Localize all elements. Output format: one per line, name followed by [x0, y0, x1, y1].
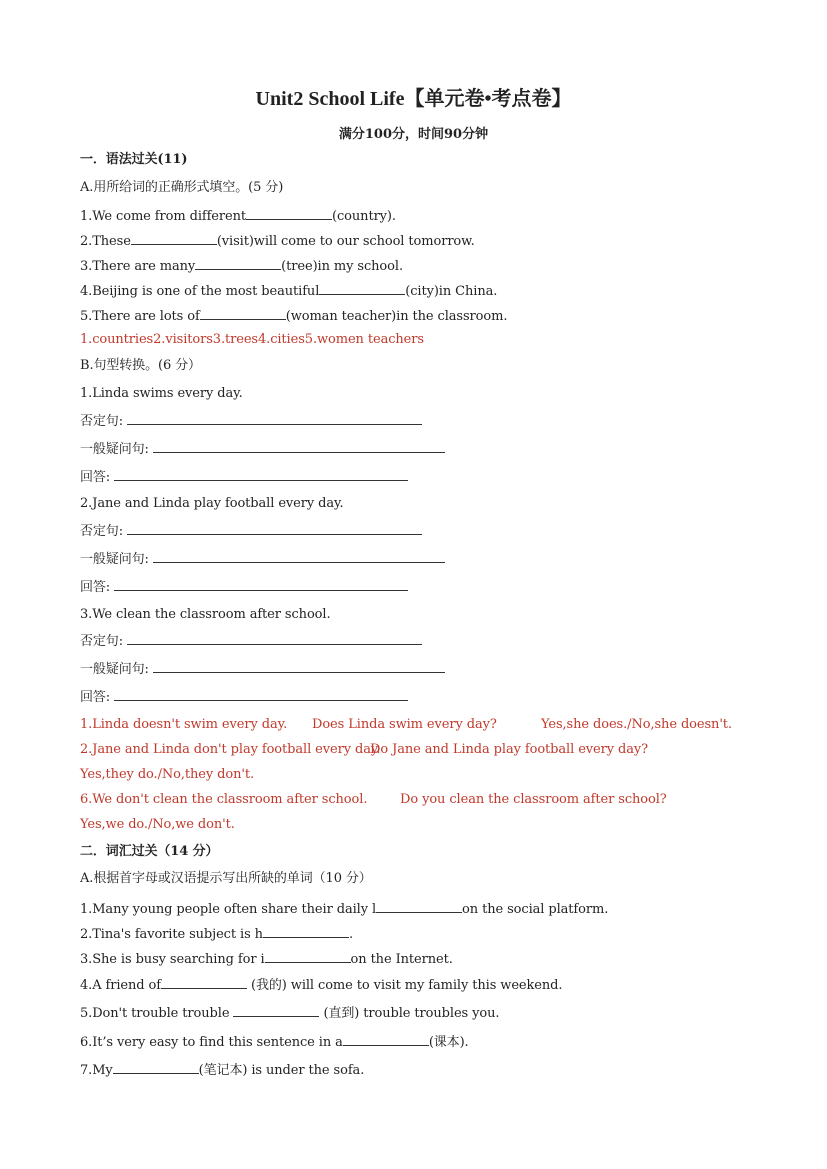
question-label: 一般疑问句: — [80, 662, 149, 677]
answer-blank[interactable] — [131, 231, 217, 245]
negative-row — [80, 412, 422, 431]
question-text: 5.There are lots of — [80, 309, 200, 324]
question-hint: on the Internet. — [350, 952, 453, 967]
source-sentence: 3.We clean the classroom after school. — [80, 607, 331, 622]
question-item — [80, 949, 453, 969]
negative-row — [80, 632, 422, 651]
answer-blank[interactable] — [127, 632, 422, 645]
question-item — [80, 206, 396, 226]
answer-blank[interactable] — [263, 924, 349, 938]
page-subtitle: 满分100分，时间90分钟 — [338, 127, 489, 142]
question-hint: . — [348, 927, 353, 942]
question-hint: (city)in China. — [405, 284, 498, 299]
question-item — [80, 256, 403, 276]
question-text: 3.There are many — [80, 259, 196, 274]
question-item — [80, 899, 608, 919]
answer-key: Do Jane and Linda play football every day? — [370, 742, 649, 757]
answer-blank[interactable] — [376, 899, 462, 913]
question-hint: (tree)in my school. — [281, 259, 403, 274]
answer-blank[interactable] — [246, 206, 332, 220]
answer-key: Do you clean the classroom after school? — [400, 792, 667, 807]
question-hint: (笔记本) is under the sofa. — [198, 1063, 365, 1078]
answer-key: Yes,they do./No,they don't. — [80, 767, 254, 782]
question-label: 一般疑问句: — [80, 552, 149, 567]
answer-blank[interactable] — [114, 578, 408, 591]
negative-label: 否定句: — [80, 414, 123, 429]
answer-blank[interactable] — [161, 975, 247, 989]
question-text: 5.Don't trouble trouble — [80, 1006, 230, 1021]
source-sentence: 2.Jane and Linda play football every day. — [80, 496, 344, 511]
negative-row — [80, 522, 422, 541]
answer-blank[interactable] — [153, 660, 445, 673]
section-heading: 一．语法过关(11) — [80, 152, 188, 167]
question-item — [80, 924, 353, 944]
question-text: 1.We come from different — [80, 209, 247, 224]
question-row — [80, 660, 445, 679]
answer-blank[interactable] — [114, 688, 408, 701]
reply-row — [80, 578, 408, 597]
answer-blank[interactable] — [233, 1003, 319, 1017]
answer-key: Yes,she does./No,she doesn't. — [541, 717, 732, 732]
question-item — [80, 306, 507, 326]
answer-blank[interactable] — [127, 522, 422, 535]
question-label: 一般疑问句: — [80, 442, 149, 457]
answer-blank[interactable] — [114, 468, 408, 481]
source-sentence: 1.Linda swims every day. — [80, 386, 243, 401]
part-heading: B.句型转换。(6 分） — [80, 358, 201, 373]
answer-key: Does Linda swim every day? — [312, 717, 497, 732]
reply-label: 回答: — [80, 470, 111, 485]
answer-key: 2.Jane and Linda don't play football every day. — [80, 742, 381, 757]
reply-label: 回答: — [80, 690, 111, 705]
answer-blank[interactable] — [200, 306, 286, 320]
question-hint: (直到) trouble troubles you. — [323, 1006, 500, 1021]
answer-blank[interactable] — [153, 550, 445, 563]
question-item — [80, 281, 497, 301]
question-text: 2.Tina's favorite subject is h — [80, 927, 263, 942]
question-hint: (woman teacher)in the classroom. — [285, 309, 508, 324]
question-text: 4.A friend of — [80, 978, 161, 993]
section-heading: 二．词汇过关（14 分） — [80, 844, 219, 859]
question-hint: on the social platform. — [462, 902, 609, 917]
answer-key: 1.countries2.visitors3.trees4.cities5.women teachers — [80, 332, 424, 347]
question-text: 7.My — [80, 1063, 113, 1078]
answer-blank[interactable] — [127, 412, 422, 425]
answer-blank[interactable] — [343, 1032, 429, 1046]
question-item — [80, 1032, 469, 1052]
answer-blank[interactable] — [265, 949, 351, 963]
part-heading: A.用所给词的正确形式填空。(5 分) — [80, 180, 284, 195]
answer-key-row — [80, 716, 287, 734]
question-item — [80, 231, 475, 251]
question-hint: (课本). — [428, 1035, 469, 1050]
answer-blank[interactable] — [319, 281, 405, 295]
question-text: 2.These — [80, 234, 131, 249]
question-hint: (visit)will come to our school tomorrow. — [216, 234, 475, 249]
negative-label: 否定句: — [80, 524, 123, 539]
question-hint: (country). — [332, 209, 396, 224]
question-item — [80, 1003, 499, 1023]
question-text: 6.It’s very easy to find this sentence in a — [80, 1035, 343, 1050]
reply-label: 回答: — [80, 580, 111, 595]
question-row — [80, 550, 445, 569]
question-text: 3.She is busy searching for i — [80, 952, 265, 967]
page-title: Unit2 School Life【单元卷•考点卷】 — [255, 88, 572, 110]
question-item — [80, 1060, 364, 1080]
question-hint: (我的) will come to visit my family this weekend. — [251, 978, 563, 993]
part-heading: A.根据首字母或汉语提示写出所缺的单词（10 分） — [80, 871, 372, 886]
answer-key: 6.We don't clean the classroom after school. — [80, 792, 368, 807]
reply-row — [80, 468, 408, 487]
answer-blank[interactable] — [153, 440, 445, 453]
question-row — [80, 440, 445, 459]
answer-key: Yes,we do./No,we don't. — [80, 817, 235, 832]
answer-key: 1.Linda doesn't swim every day. — [80, 717, 288, 732]
question-text: 4.Beijing is one of the most beautiful — [80, 284, 320, 299]
reply-row — [80, 688, 408, 707]
answer-blank[interactable] — [195, 256, 281, 270]
question-item — [80, 975, 562, 995]
negative-label: 否定句: — [80, 634, 123, 649]
question-text: 1.Many young people often share their daily l — [80, 902, 377, 917]
answer-blank[interactable] — [113, 1060, 199, 1074]
